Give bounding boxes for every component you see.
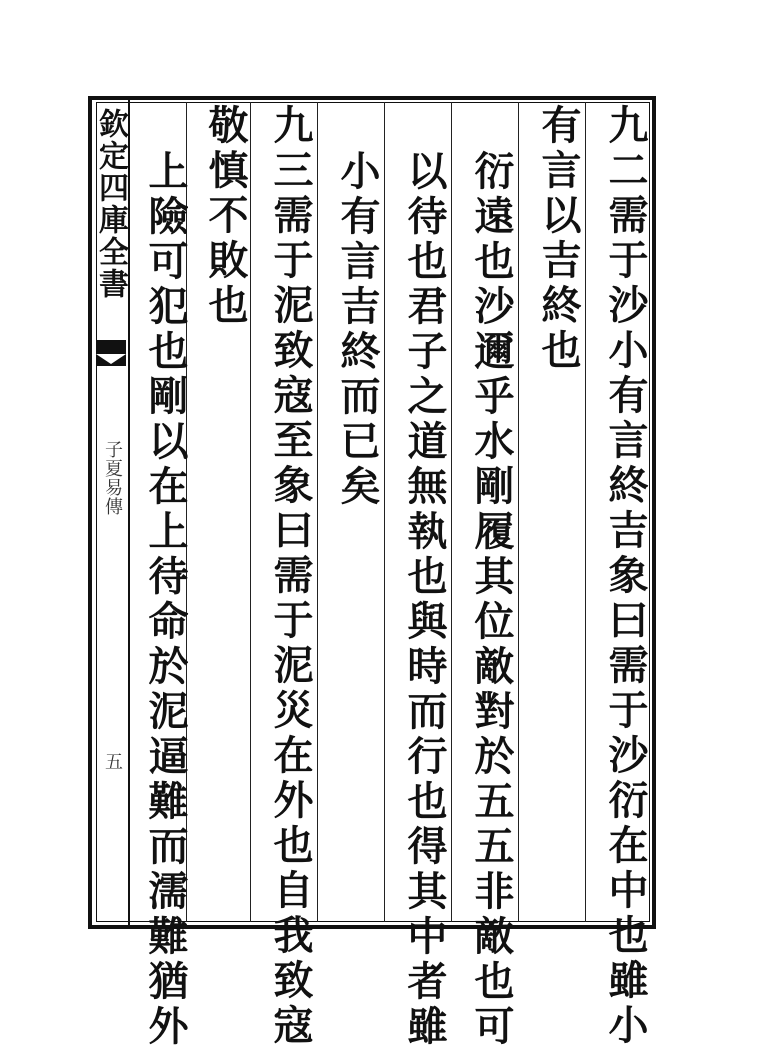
margin-divider xyxy=(128,100,130,925)
text-column-8: 上險可犯也剛以在上待命於泥逼難而濡難猶外 xyxy=(142,150,189,1050)
margin-page-number: 五 xyxy=(102,752,123,770)
text-column-2: 有言以吉終也 xyxy=(535,104,582,374)
text-column-4: 以待也君子之道無執也與時而行也得其中者雖 xyxy=(401,150,448,1050)
text-column-6: 九三需于泥致寇至象曰需于泥災在外也自我致寇 xyxy=(267,104,314,1049)
text-column-3: 衍遠也沙邇乎水剛履其位敵對於五五非敵也可 xyxy=(468,150,515,1050)
text-column-1: 九二需于沙小有言終吉象曰需于沙衍在中也雖小 xyxy=(602,104,649,1049)
fishtail-mark-icon xyxy=(96,340,126,366)
margin-book-title: 子夏易傳 xyxy=(102,440,123,516)
margin-title: 欽定四庫全書 xyxy=(93,108,128,300)
text-column-5: 小有言吉終而已矣 xyxy=(334,150,381,510)
text-column-7: 敬慎不敗也 xyxy=(202,104,249,329)
